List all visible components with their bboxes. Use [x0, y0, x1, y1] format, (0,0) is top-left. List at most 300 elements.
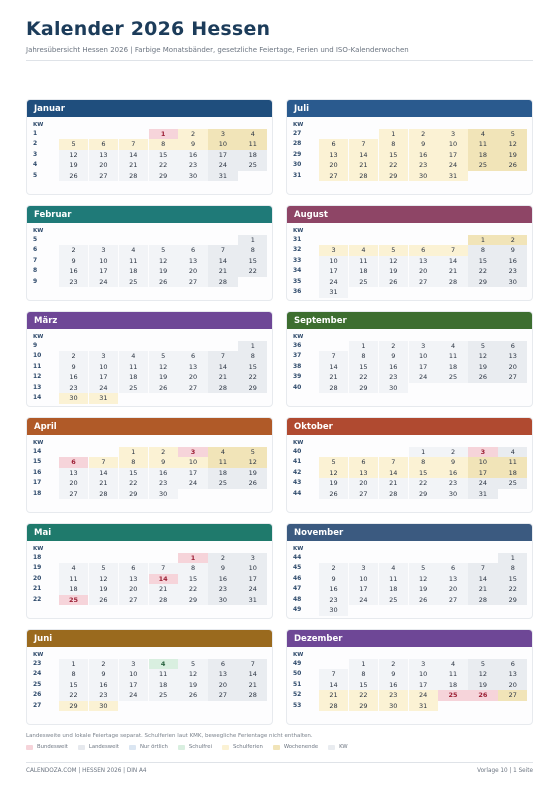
day-cell: 1 [349, 341, 378, 351]
day-cell: 3 [438, 129, 467, 139]
day-cell [178, 341, 207, 351]
day-cell [149, 701, 178, 711]
day-cell: 17 [409, 680, 438, 690]
day-cell: 25 [59, 595, 88, 605]
day-cell: 18 [349, 266, 378, 276]
day-cell: 6 [89, 139, 118, 149]
day-cell: 27 [409, 277, 438, 287]
day-cell: 16 [149, 468, 178, 478]
day-cell: 5 [319, 457, 348, 467]
month-card [26, 629, 273, 725]
month-card [26, 99, 273, 195]
week-row [291, 553, 528, 563]
day-cell: 9 [498, 245, 527, 255]
day-cell: 2 [59, 351, 88, 361]
day-cell: 2 [498, 235, 527, 245]
week-row [31, 351, 268, 361]
day-cell: 9 [319, 574, 348, 584]
day-cell: 11 [119, 256, 148, 266]
day-cell: 24 [178, 478, 207, 488]
week-number: 51 [293, 680, 302, 688]
day-cell: 16 [438, 468, 467, 478]
week-row [291, 341, 528, 351]
day-cell: 30 [379, 383, 408, 393]
day-cell [89, 447, 118, 457]
day-cell: 21 [438, 266, 467, 276]
week-number: 18 [33, 554, 42, 561]
day-cell: 8 [238, 351, 267, 361]
day-cell [468, 553, 497, 563]
day-cell: 8 [349, 669, 378, 679]
day-cell: 1 [238, 235, 267, 245]
day-cell: 19 [409, 584, 438, 594]
legend-label: Wochenende [283, 744, 319, 750]
week-row [31, 701, 268, 711]
week-number: 42 [293, 468, 302, 476]
kw-label: KW [33, 334, 44, 340]
week-number: 50 [293, 670, 302, 678]
month-name: Mai [27, 524, 272, 541]
week-number: 8 [33, 267, 38, 275]
day-cell: 25 [349, 277, 378, 287]
day-cell: 17 [208, 150, 237, 160]
week-number: 40 [293, 383, 302, 391]
day-cell [438, 605, 467, 615]
day-cell: 26 [319, 489, 348, 499]
day-cell: 15 [468, 256, 497, 266]
day-cell: 28 [149, 595, 178, 605]
day-cell [119, 341, 148, 351]
legend-swatch [273, 745, 280, 750]
week-row [291, 447, 528, 457]
day-cell: 25 [208, 478, 237, 488]
day-cell: 2 [319, 563, 348, 573]
week-number: 44 [293, 554, 302, 561]
week-row [291, 659, 528, 669]
day-cell: 31 [208, 171, 237, 181]
day-cell: 26 [149, 277, 178, 287]
day-cell: 4 [59, 563, 88, 573]
day-cell: 12 [468, 669, 497, 679]
day-cell: 30 [89, 701, 118, 711]
day-cell [468, 383, 497, 393]
day-cell: 17 [89, 266, 118, 276]
day-cell [468, 701, 497, 711]
week-number: 14 [33, 448, 42, 455]
day-cell: 6 [349, 457, 378, 467]
day-cell: 12 [178, 669, 207, 679]
day-cell: 3 [409, 341, 438, 351]
week-row [31, 266, 268, 276]
day-cell: 28 [349, 171, 378, 181]
week-row [31, 245, 268, 255]
day-cell [409, 553, 438, 563]
week-row [31, 659, 268, 669]
day-cell: 21 [319, 372, 348, 382]
month-card [286, 99, 533, 195]
day-cell: 5 [409, 563, 438, 573]
day-cell [149, 553, 178, 563]
day-cell [349, 447, 378, 457]
legend-swatch [328, 745, 335, 750]
kw-label: KW [293, 652, 304, 658]
day-cell: 16 [59, 372, 88, 382]
week-row [31, 256, 268, 266]
day-cell: 19 [468, 362, 497, 372]
week-row [291, 669, 528, 679]
day-cell: 25 [468, 160, 497, 170]
month-card [286, 417, 533, 513]
day-cell: 4 [119, 351, 148, 361]
week-number: 34 [293, 267, 302, 275]
day-cell [409, 383, 438, 393]
day-cell: 25 [238, 160, 267, 170]
week-number: 4 [33, 161, 38, 169]
day-cell: 10 [409, 669, 438, 679]
week-number: 3 [33, 150, 38, 158]
day-cell: 5 [498, 129, 527, 139]
day-cell: 14 [208, 256, 237, 266]
week-row [31, 563, 268, 573]
day-cell: 5 [468, 341, 497, 351]
day-cell: 20 [119, 584, 148, 594]
kw-label: KW [293, 122, 304, 128]
day-cell: 6 [319, 139, 348, 149]
day-cell: 19 [379, 266, 408, 276]
day-cell: 10 [319, 256, 348, 266]
week-row [31, 372, 268, 382]
day-cell: 25 [379, 595, 408, 605]
day-cell: 1 [149, 129, 178, 139]
day-cell [119, 701, 148, 711]
day-cell: 6 [178, 351, 207, 361]
day-cell: 2 [59, 245, 88, 255]
day-cell: 23 [498, 266, 527, 276]
day-cell: 22 [238, 266, 267, 276]
day-cell: 7 [438, 245, 467, 255]
day-cell: 30 [149, 489, 178, 499]
day-cell: 5 [178, 659, 207, 669]
week-row [31, 383, 268, 393]
day-cell: 29 [379, 171, 408, 181]
day-cell: 9 [379, 669, 408, 679]
day-cell: 6 [59, 457, 88, 467]
month-name: November [287, 524, 532, 541]
day-cell [319, 129, 348, 139]
day-cell: 6 [208, 659, 237, 669]
day-cell [89, 235, 118, 245]
day-cell: 17 [319, 266, 348, 276]
day-cell: 3 [89, 245, 118, 255]
day-cell: 5 [149, 245, 178, 255]
day-cell: 28 [319, 383, 348, 393]
day-cell: 9 [89, 669, 118, 679]
day-cell: 22 [59, 690, 88, 700]
day-cell [59, 235, 88, 245]
day-cell [178, 489, 207, 499]
week-number: 2 [33, 140, 38, 148]
day-cell: 8 [59, 669, 88, 679]
day-cell: 14 [119, 150, 148, 160]
day-cell: 18 [438, 680, 467, 690]
day-cell: 18 [379, 584, 408, 594]
day-cell [178, 701, 207, 711]
day-cell: 19 [59, 160, 88, 170]
month-name: Juni [27, 630, 272, 647]
legend-label: Schulfrei [188, 744, 212, 750]
day-cell: 26 [468, 372, 497, 382]
day-cell: 17 [238, 574, 267, 584]
day-cell: 30 [59, 393, 88, 403]
day-cell: 2 [379, 341, 408, 351]
day-cell: 10 [238, 563, 267, 573]
day-cell: 18 [149, 680, 178, 690]
week-row [31, 553, 268, 563]
day-cell [119, 235, 148, 245]
day-cell: 21 [208, 266, 237, 276]
day-cell: 27 [438, 595, 467, 605]
month-card [286, 311, 533, 407]
week-row [291, 277, 528, 287]
legend-item [26, 744, 68, 750]
day-cell: 2 [379, 659, 408, 669]
day-cell: 25 [119, 383, 148, 393]
legend-item [178, 744, 212, 750]
day-cell: 20 [438, 584, 467, 594]
week-row [31, 129, 268, 139]
month-name: August [287, 206, 532, 223]
day-cell: 6 [409, 245, 438, 255]
kw-label: KW [33, 122, 44, 128]
kw-label: KW [33, 228, 44, 234]
legend-label: KW [339, 744, 348, 750]
day-cell: 4 [498, 447, 527, 457]
day-cell: 24 [238, 584, 267, 594]
week-number: 38 [293, 362, 302, 370]
day-cell: 16 [178, 150, 207, 160]
day-cell: 5 [379, 245, 408, 255]
week-row [291, 171, 528, 181]
day-cell: 31 [319, 287, 348, 297]
day-cell: 7 [238, 659, 267, 669]
day-cell: 23 [379, 690, 408, 700]
week-number: 19 [33, 564, 42, 572]
day-cell: 14 [89, 468, 118, 478]
day-cell: 15 [59, 680, 88, 690]
day-cell [178, 393, 207, 403]
day-cell: 12 [319, 468, 348, 478]
day-cell [468, 171, 497, 181]
day-cell: 13 [498, 669, 527, 679]
day-cell: 7 [208, 245, 237, 255]
day-cell: 4 [468, 129, 497, 139]
day-cell: 13 [178, 256, 207, 266]
day-cell [498, 701, 527, 711]
day-cell: 4 [119, 245, 148, 255]
day-cell: 18 [438, 362, 467, 372]
day-cell [238, 489, 267, 499]
day-cell: 30 [208, 595, 237, 605]
week-number: 1 [33, 130, 38, 137]
day-cell: 13 [498, 351, 527, 361]
day-cell: 22 [409, 478, 438, 488]
day-cell: 9 [59, 362, 88, 372]
month-card [26, 523, 273, 619]
day-cell [208, 341, 237, 351]
day-cell: 7 [379, 457, 408, 467]
week-number: 33 [293, 256, 302, 264]
day-cell: 29 [149, 171, 178, 181]
day-cell: 7 [119, 139, 148, 149]
week-number: 29 [293, 150, 302, 158]
week-row [31, 457, 268, 467]
day-cell: 15 [238, 256, 267, 266]
day-cell: 15 [349, 362, 378, 372]
day-cell: 18 [238, 150, 267, 160]
week-row [31, 468, 268, 478]
day-cell [319, 341, 348, 351]
day-cell: 4 [208, 447, 237, 457]
day-cell [238, 277, 267, 287]
day-cell: 11 [238, 139, 267, 149]
day-cell [468, 605, 497, 615]
day-cell [319, 235, 348, 245]
week-row [31, 139, 268, 149]
day-cell: 7 [319, 351, 348, 361]
day-cell [319, 553, 348, 563]
day-cell: 13 [59, 468, 88, 478]
week-number: 26 [33, 691, 42, 699]
day-cell: 21 [89, 478, 118, 488]
month-name: Dezember [287, 630, 532, 647]
day-cell: 1 [379, 129, 408, 139]
day-cell: 27 [498, 372, 527, 382]
day-cell: 22 [498, 584, 527, 594]
day-cell: 11 [59, 574, 88, 584]
week-row [31, 690, 268, 700]
week-row [291, 372, 528, 382]
day-cell: 25 [438, 690, 467, 700]
day-cell: 6 [119, 563, 148, 573]
day-cell: 8 [149, 139, 178, 149]
week-number: 30 [293, 161, 302, 169]
day-cell: 4 [238, 129, 267, 139]
day-cell: 21 [149, 584, 178, 594]
day-cell: 6 [498, 659, 527, 669]
day-cell: 12 [89, 574, 118, 584]
week-number: 46 [293, 574, 302, 582]
day-cell: 11 [379, 574, 408, 584]
week-number: 52 [293, 691, 302, 699]
day-cell: 27 [178, 383, 207, 393]
legend-item [328, 744, 348, 750]
day-cell: 13 [208, 669, 237, 679]
week-row [291, 595, 528, 605]
day-cell [379, 447, 408, 457]
week-number: 9 [33, 277, 38, 285]
day-cell: 18 [208, 468, 237, 478]
day-cell: 28 [438, 277, 467, 287]
week-row [291, 287, 528, 297]
day-cell: 23 [59, 383, 88, 393]
week-number: 37 [293, 352, 302, 360]
week-number: 40 [293, 448, 302, 455]
day-cell: 3 [119, 659, 148, 669]
footer-divider [26, 762, 533, 763]
week-number: 39 [293, 373, 302, 381]
week-number: 12 [33, 373, 42, 381]
day-cell: 5 [89, 563, 118, 573]
day-cell: 30 [438, 489, 467, 499]
day-cell: 23 [319, 595, 348, 605]
week-row [291, 139, 528, 149]
day-cell: 19 [89, 584, 118, 594]
day-cell [208, 393, 237, 403]
day-cell: 15 [409, 468, 438, 478]
day-cell: 28 [208, 383, 237, 393]
day-cell: 26 [59, 171, 88, 181]
day-cell [149, 235, 178, 245]
day-cell: 31 [438, 171, 467, 181]
day-cell: 20 [178, 266, 207, 276]
day-cell: 7 [89, 457, 118, 467]
month-grid [26, 99, 533, 711]
footnote: Landesweite und lokale Feiertage separat. Schulferien laut KMK, bewegliche Ferientage nicht enthalten. [26, 733, 313, 739]
day-cell: 22 [349, 690, 378, 700]
week-number: 6 [33, 246, 38, 254]
legend-label: Nur örtlich [139, 744, 168, 750]
week-row [291, 489, 528, 499]
day-cell: 23 [59, 277, 88, 287]
week-row [31, 235, 268, 245]
day-cell: 25 [149, 690, 178, 700]
day-cell: 8 [238, 245, 267, 255]
week-number: 13 [33, 383, 42, 391]
day-cell: 21 [379, 478, 408, 488]
day-cell: 27 [119, 595, 148, 605]
day-cell [119, 129, 148, 139]
month-name: März [27, 312, 272, 329]
week-number: 22 [33, 595, 42, 603]
day-cell: 2 [208, 553, 237, 563]
day-cell: 9 [438, 457, 467, 467]
week-number: 9 [33, 342, 38, 349]
day-cell: 4 [438, 659, 467, 669]
day-cell: 16 [319, 584, 348, 594]
day-cell: 29 [498, 595, 527, 605]
month-card [286, 205, 533, 301]
week-row [291, 468, 528, 478]
day-cell: 22 [379, 160, 408, 170]
month-card [26, 205, 273, 301]
day-cell: 28 [89, 489, 118, 499]
day-cell [438, 287, 467, 297]
month-card [26, 417, 273, 513]
day-cell: 20 [498, 680, 527, 690]
week-row [291, 235, 528, 245]
day-cell: 16 [379, 680, 408, 690]
day-cell: 20 [409, 266, 438, 276]
day-cell: 24 [119, 690, 148, 700]
day-cell [379, 553, 408, 563]
day-cell: 26 [89, 595, 118, 605]
legend-label: Schulferien [232, 744, 263, 750]
month-card [286, 523, 533, 619]
day-cell: 28 [379, 489, 408, 499]
week-row [31, 393, 268, 403]
day-cell [498, 605, 527, 615]
day-cell: 11 [149, 669, 178, 679]
